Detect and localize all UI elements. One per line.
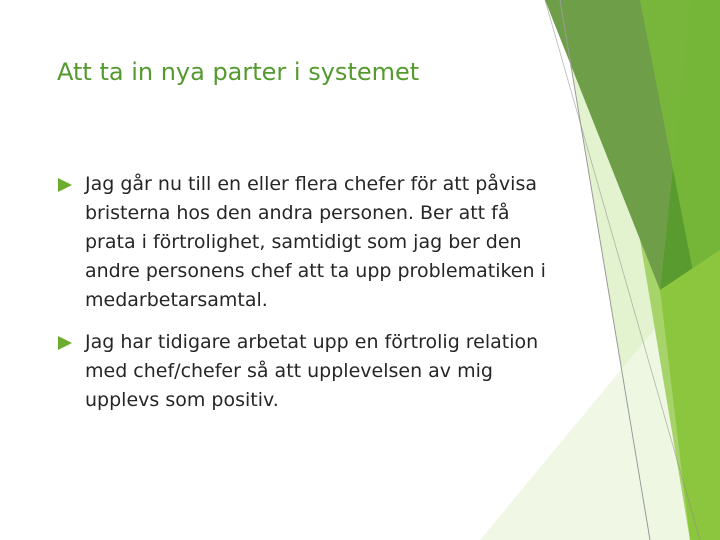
triangle-right-icon [57, 336, 73, 350]
triangle-right-icon [57, 178, 73, 192]
bullet-item [57, 170, 557, 315]
slide-title: Att ta in nya parter i systemet [57, 58, 420, 86]
bullet-item [57, 328, 557, 415]
bullet-text: Jag har tidigare arbetat upp en förtrolig relation med chef/chefer så att upplevelsen av mig upplevs som positiv. [85, 331, 539, 411]
bullet-list [57, 170, 557, 428]
bullet-text: Jag går nu till en eller flera chefer för att påvisa bristerna hos den andra personen. Ber att få prata i förtrolighet, samtidigt som jag ber den andre personens chef att ta upp problematiken i medarbetarsamtal. [85, 173, 546, 311]
